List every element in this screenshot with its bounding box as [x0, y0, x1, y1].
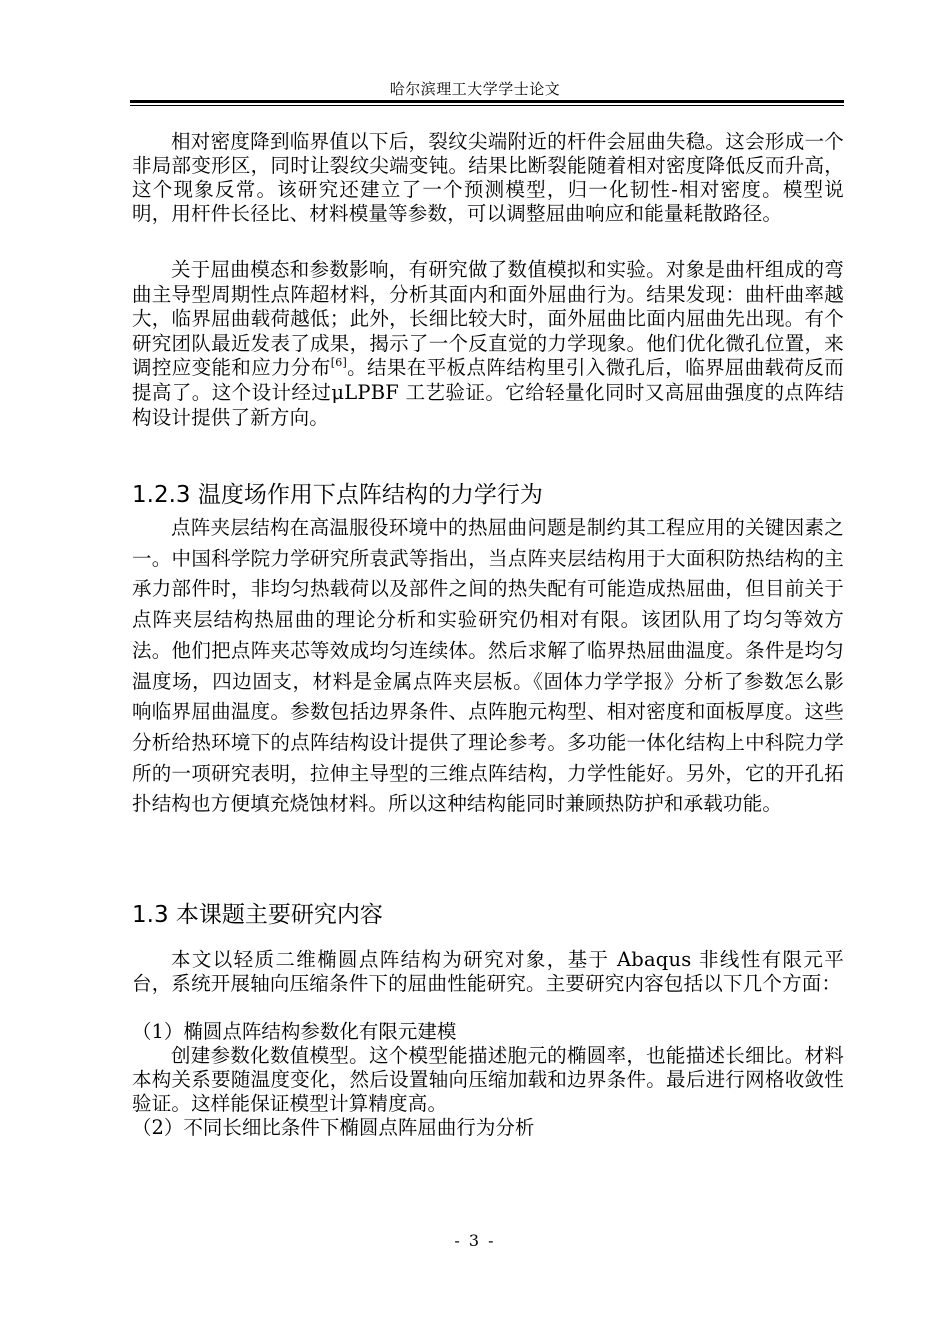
paragraph-text: 。结果在平板点阵结构里引入微孔后，临界屈曲载荷反而提高了。这个设计经过μLPBF 工艺验证。它给轻量化同时又高屈曲强度的点阵结构设计提供了新方向。	[132, 356, 844, 429]
paragraph-research-intro: 本文以轻质二维椭圆点阵结构为研究对象，基于 Abaqus 非线性有限元平台，系统开展轴向压缩条件下的屈曲性能研究。主要研究内容包括以下几个方面：	[132, 948, 844, 995]
header-rule-thin	[130, 105, 844, 106]
paragraph-thermal-buckling: 点阵夹层结构在高温服役环境中的热屈曲问题是制约其工程应用的关键因素之一。中国科学院力学研究所袁武等指出，当点阵夹层结构用于大面积防热结构的主承力部件时，非均匀热载荷以及部件之间的热失配有可能造成热屈曲，但目前关于点阵夹层结构热屈曲的理论分析和实验研究仍相对有限。该团队用了均匀等效方法。他们把点阵夹芯等效成均匀连续体。然后求解了临界热屈曲温度。条件是均匀温度场，四边固支，材料是金属点阵夹层板。《固体力学学报》分析了参数怎么影响临界屈曲温度。参数包括边界条件、点阵胞元构型、相对密度和面板厚度。这些分析给热环境下的点阵结构设计提供了理论参考。多功能一体化结构上中科院力学所的一项研究表明，拉伸主导型的三维点阵结构，力学性能好。另外，它的开孔拓扑结构也方便填充烧蚀材料。所以这种结构能同时兼顾热防护和承载功能。	[132, 516, 844, 816]
paragraph-text: 关于屈曲模态和参数影响，有研究做了数值模拟和实验。对象是曲杆组成的弯曲主导型周期性点阵超材料，分析其面内和面外屈曲行为。结果发现：曲杆曲率越大，临界屈曲载荷越低；此外，长细比较大时，面外屈曲比面内屈曲先出现。有个研究团队最近发表了成果，揭示了一个反直觉的力学现象。他们优化微孔位置，来调控应变能和应力分布	[132, 258, 844, 380]
paragraph-buckling-modes	[132, 258, 844, 430]
list-item-2: （2）不同长细比条件下椭圆点阵屈曲行为分析	[132, 1116, 535, 1139]
header-rule-thick	[130, 100, 844, 103]
citation-6: [6]	[330, 356, 347, 370]
list-item-1: （1）椭圆点阵结构参数化有限元建模	[132, 1020, 457, 1043]
paragraph-modeling: 创建参数化数值模型。这个模型能描述胞元的椭圆率，也能描述长细比。材料本构关系要随温度变化，然后设置轴向压缩加载和边界条件。最后进行网格收敛性验证。这样能保证模型计算精度高。	[132, 1044, 844, 1115]
section-heading-1-2-3: 1.2.3 温度场作用下点阵结构的力学行为	[132, 482, 543, 508]
page-number: - 3 -	[454, 1231, 496, 1250]
section-heading-1-3: 1.3 本课题主要研究内容	[132, 902, 383, 928]
running-header: 哈尔滨理工大学学士论文	[389, 80, 561, 98]
paragraph-crack-buckling: 相对密度降到临界值以下后，裂纹尖端附近的杆件会屈曲失稳。这会形成一个非局部变形区，同时让裂纹尖端变钝。结果比断裂能随着相对密度降低反而升高，这个现象反常。该研究还建立了一个预测模型，归一化韧性-相对密度。模型说明，用杆件长径比、材料模量等参数，可以调整屈曲响应和能量耗散路径。	[132, 130, 844, 225]
